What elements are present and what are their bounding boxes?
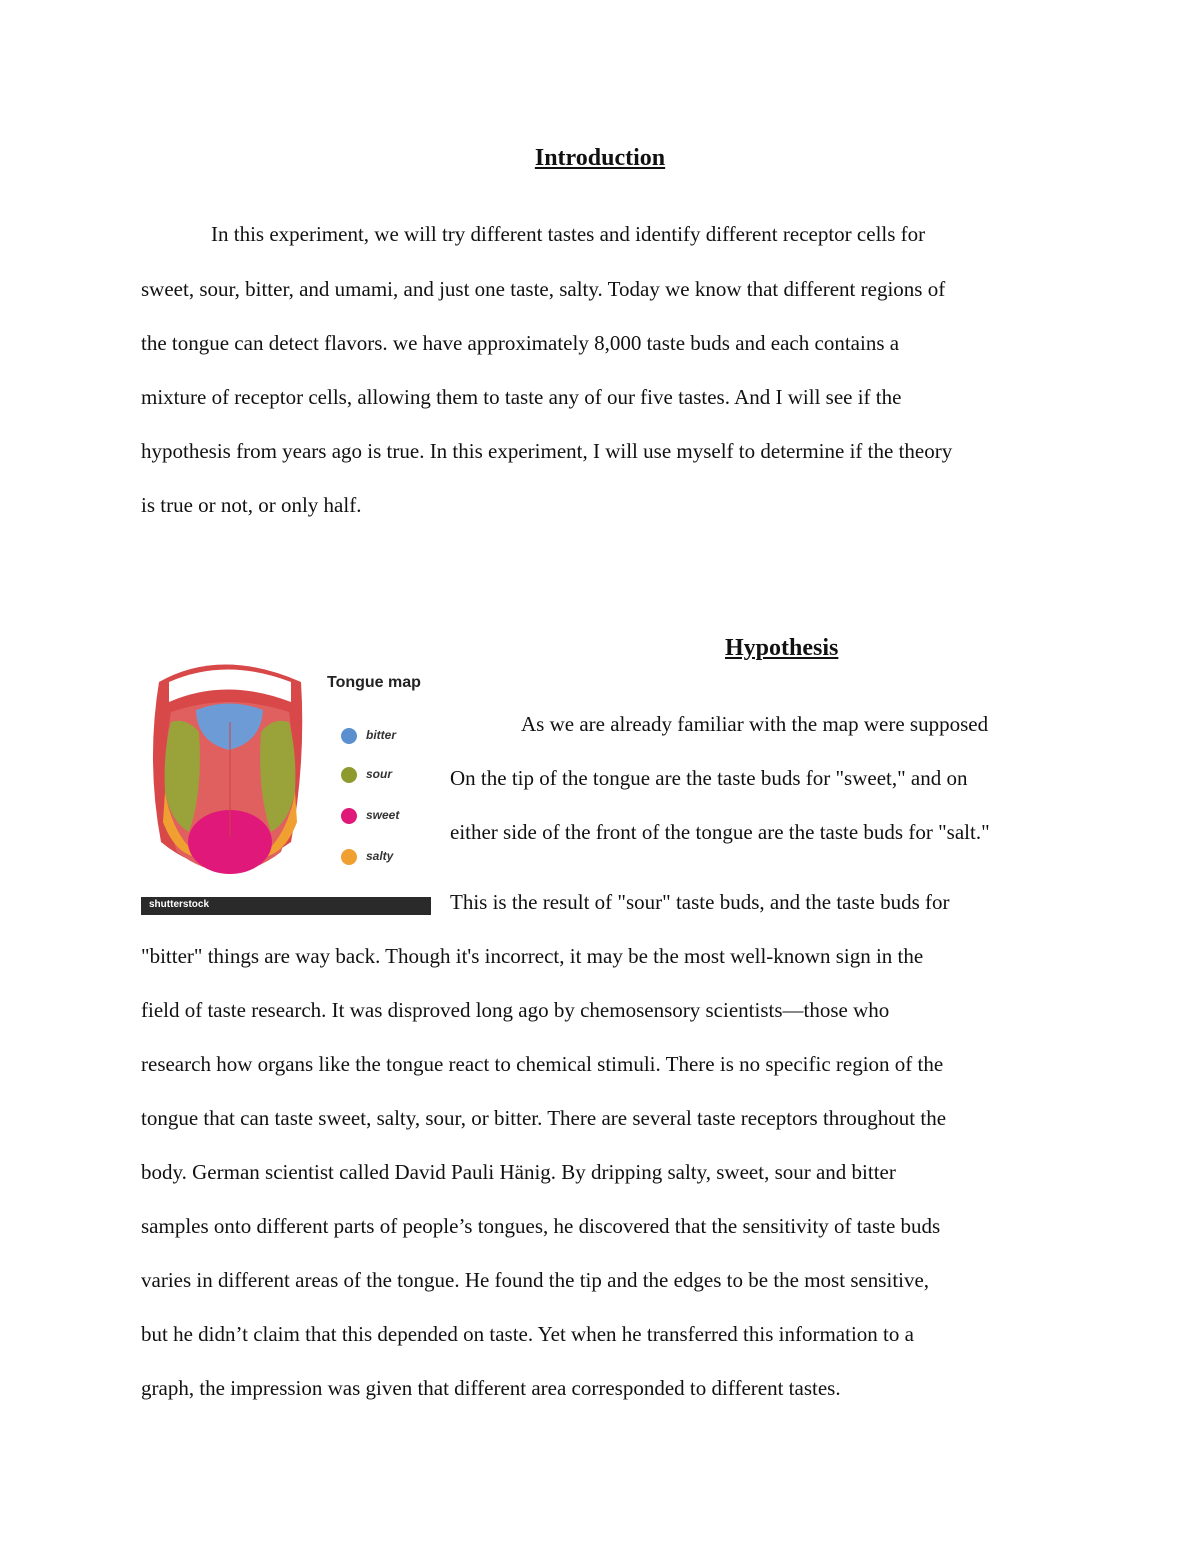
hypothesis-line: but he didn’t claim that this depended on taste. Yet when he transferred this information to a — [141, 1322, 914, 1346]
figure-title: Tongue map — [327, 674, 421, 691]
introduction-heading: Introduction — [534, 145, 666, 171]
legend-label: sour — [366, 767, 393, 781]
hypothesis-side-line: As we are already familiar with the map were supposed — [521, 712, 989, 736]
hypothesis-line: graph, the impression was given that different area corresponded to different tastes. — [141, 1376, 841, 1400]
intro-line: mixture of receptor cells, allowing them to taste any of our five tastes. And I will see if the — [141, 385, 902, 409]
legend-label: salty — [366, 849, 394, 863]
intro-line: hypothesis from years ago is true. In this experiment, I will use myself to determine if the theory — [141, 439, 953, 463]
intro-line: sweet, sour, bitter, and umami, and just one taste, salty. Today we know that different regions of — [141, 277, 946, 301]
hypothesis-line: body. German scientist called David Pauli Hänig. By dripping salty, sweet, sour and bitter — [141, 1160, 896, 1184]
hypothesis-line: tongue that can taste sweet, salty, sour, or bitter. There are several taste receptors throughout the — [141, 1106, 947, 1130]
legend-dot — [341, 767, 357, 783]
legend-label: bitter — [366, 728, 396, 742]
figure-credit: shutterstock — [149, 899, 210, 910]
hypothesis-line: varies in different areas of the tongue. He found the tip and the edges to be the most sensitive, — [141, 1268, 930, 1292]
legend-dot — [341, 808, 357, 824]
hypothesis-heading: Hypothesis — [725, 635, 839, 661]
hypothesis-line: "bitter" things are way back. Though it's incorrect, it may be the most well-known sign in the — [141, 944, 924, 968]
hypothesis-line: field of taste research. It was disproved long ago by chemosensory scientists—those who — [141, 998, 890, 1022]
hypothesis-side-line: On the tip of the tongue are the taste buds for "sweet," and on — [450, 766, 968, 790]
hypothesis-side-line: either side of the front of the tongue are the taste buds for "salt." — [450, 820, 990, 844]
legend-dot — [341, 728, 357, 744]
legend-label: sweet — [366, 808, 400, 822]
legend-dot — [341, 849, 357, 865]
intro-line: the tongue can detect flavors. we have approximately 8,000 taste buds and each contains a — [141, 331, 900, 355]
hypothesis-side-line: This is the result of "sour" taste buds, and the taste buds for — [450, 890, 950, 914]
hypothesis-line: samples onto different parts of people’s tongues, he discovered that the sensitivity of taste buds — [141, 1214, 941, 1238]
figure-footer — [141, 897, 431, 915]
intro-line: is true or not, or only half. — [141, 493, 362, 517]
tongue-map-figure — [141, 642, 431, 915]
hypothesis-line: research how organs like the tongue react to chemical stimuli. There is no specific region of the — [141, 1052, 944, 1076]
intro-line: In this experiment, we will try different tastes and identify different receptor cells for — [211, 222, 926, 246]
